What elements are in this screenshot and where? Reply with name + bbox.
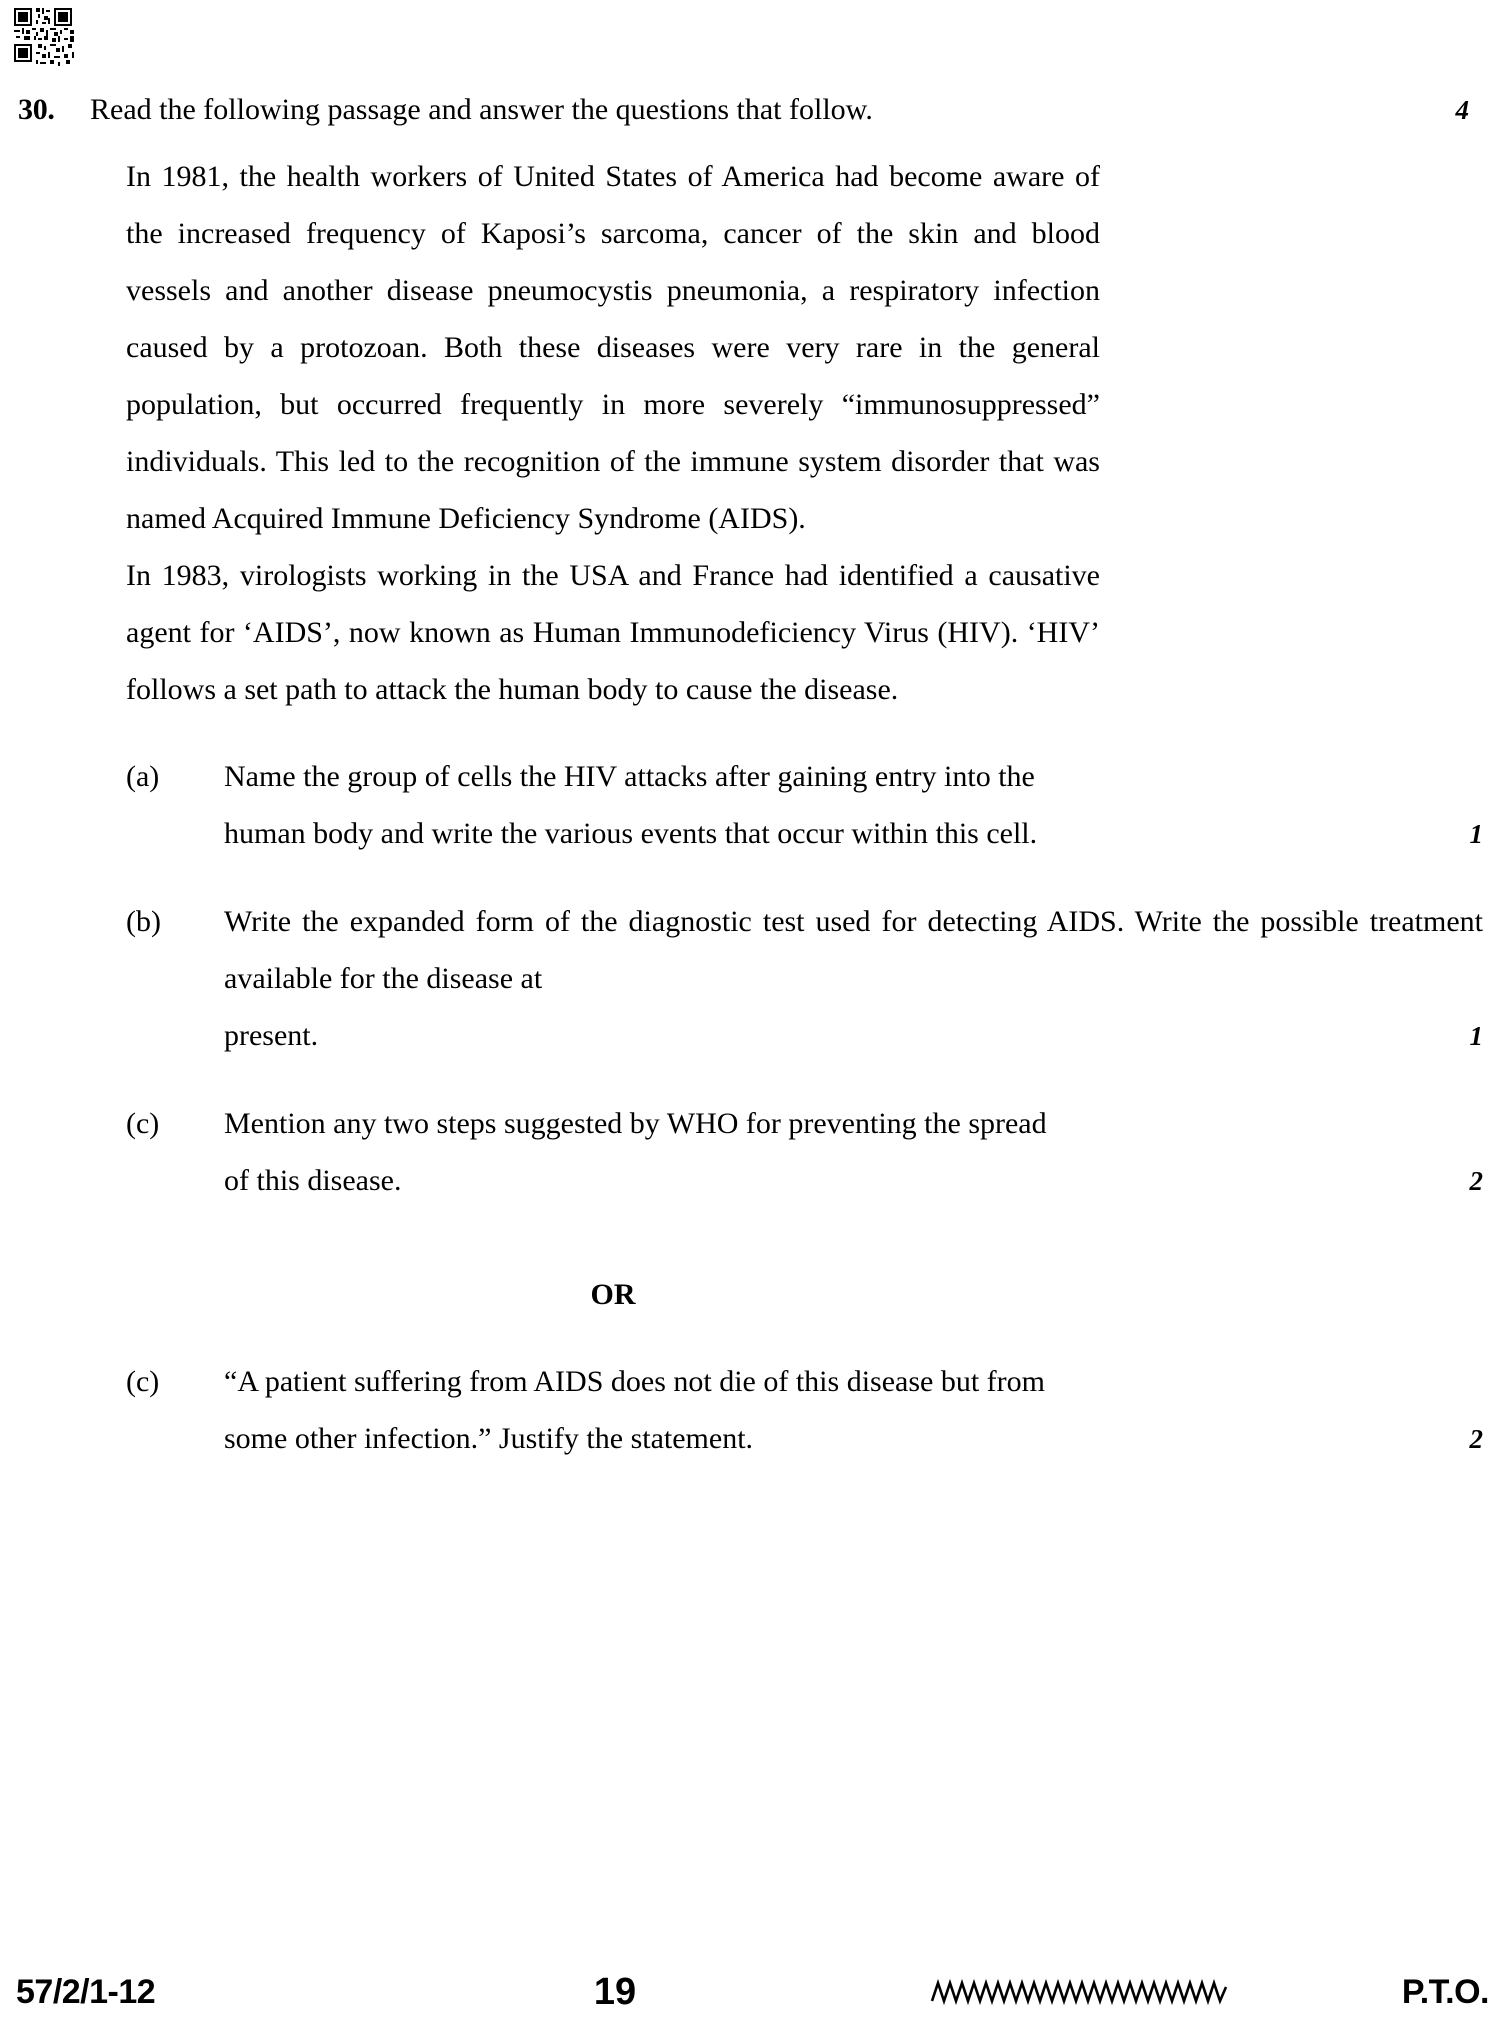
alternate-sub-question-c-text-head: “A patient suffering from AIDS does not die of this disease but from bbox=[224, 1365, 1045, 1398]
question-number: 30. bbox=[18, 93, 55, 126]
sub-question-c-body bbox=[224, 1095, 1483, 1210]
sub-question-c-text-head: Mention any two steps suggested by WHO for preventing the spread bbox=[224, 1107, 1047, 1140]
alternate-sub-question-c-text-last: some other infection.” Justify the statement. bbox=[224, 1422, 754, 1455]
or-separator: OR bbox=[590, 1278, 636, 1311]
passage-paragraph-2: In 1983, virologists working in the USA and France had identified a causative agent for ‘AIDS’, now known as Human Immunodeficiency Virus (HIV). ‘HIV’ follows a set path to attack the human body to cause the disease. bbox=[126, 559, 1100, 706]
sub-question-b-last-line bbox=[224, 1007, 1483, 1065]
alternate-sub-question-c bbox=[126, 1353, 1483, 1468]
sub-question-a-body bbox=[224, 748, 1483, 863]
sub-question-b-text-last: present. bbox=[224, 1019, 319, 1052]
paper-code: 57/2/1-12 bbox=[16, 1972, 156, 2011]
sub-question-c-label: (c) bbox=[126, 1107, 160, 1140]
sub-question-b-marks: 1 bbox=[1469, 1021, 1483, 1051]
sub-question-a-text-head: Name the group of cells the HIV attacks after gaining entry into the bbox=[224, 760, 1035, 793]
question-block bbox=[0, 88, 1505, 1468]
sub-question-b-label: (b) bbox=[126, 905, 161, 938]
sub-question-a-last-line bbox=[224, 805, 1483, 863]
qr-code-icon bbox=[12, 6, 78, 68]
alternate-sub-question-c-last-line bbox=[224, 1410, 1483, 1468]
sub-question-b bbox=[126, 893, 1483, 1065]
sub-question-c-text-last: of this disease. bbox=[224, 1164, 402, 1197]
page-footer bbox=[0, 1964, 1505, 2020]
squiggle-divider-icon bbox=[930, 1975, 1230, 2009]
sub-question-a bbox=[126, 748, 1483, 863]
question-heading-row bbox=[0, 88, 1505, 132]
sub-question-a-text-last: human body and write the various events that occur within this cell. bbox=[224, 817, 1038, 850]
alternate-sub-question-c-marks: 2 bbox=[1469, 1424, 1483, 1454]
sub-question-c-last-line bbox=[224, 1152, 1483, 1210]
sub-question-b-body bbox=[224, 893, 1483, 1065]
alternate-sub-question-c-label: (c) bbox=[126, 1365, 160, 1398]
question-marks: 4 bbox=[1455, 95, 1469, 125]
passage bbox=[126, 148, 1100, 718]
turn-over-label: P.T.O. bbox=[1401, 1972, 1489, 2011]
sub-question-b-text-head: Write the expanded form of the diagnostic test used for detecting AIDS. Write the possible treatment available for the disease at bbox=[224, 905, 1483, 995]
sub-question-a-marks: 1 bbox=[1469, 819, 1483, 849]
question-instruction: Read the following passage and answer the questions that follow. bbox=[90, 93, 873, 126]
sub-question-a-label: (a) bbox=[126, 760, 160, 793]
alternate-sub-question-c-body bbox=[224, 1353, 1483, 1468]
passage-paragraph-1: In 1981, the health workers of United States of America had become aware of the increased frequency of Kaposi’s sarcoma, cancer of the skin and blood vessels and another disease pneumocystis pneumonia, a respiratory infection caused by a protozoan. Both these diseases were very rare in the general population, but occurred frequently in more severely “immunosuppressed” individuals. This led to the recognition of the immune system disorder that was named Acquired Immune Deficiency Syndrome (AIDS). bbox=[126, 160, 1100, 535]
sub-question-c-marks: 2 bbox=[1469, 1166, 1483, 1196]
page-number: 19 bbox=[593, 1970, 637, 2013]
sub-question-c bbox=[126, 1095, 1483, 1210]
